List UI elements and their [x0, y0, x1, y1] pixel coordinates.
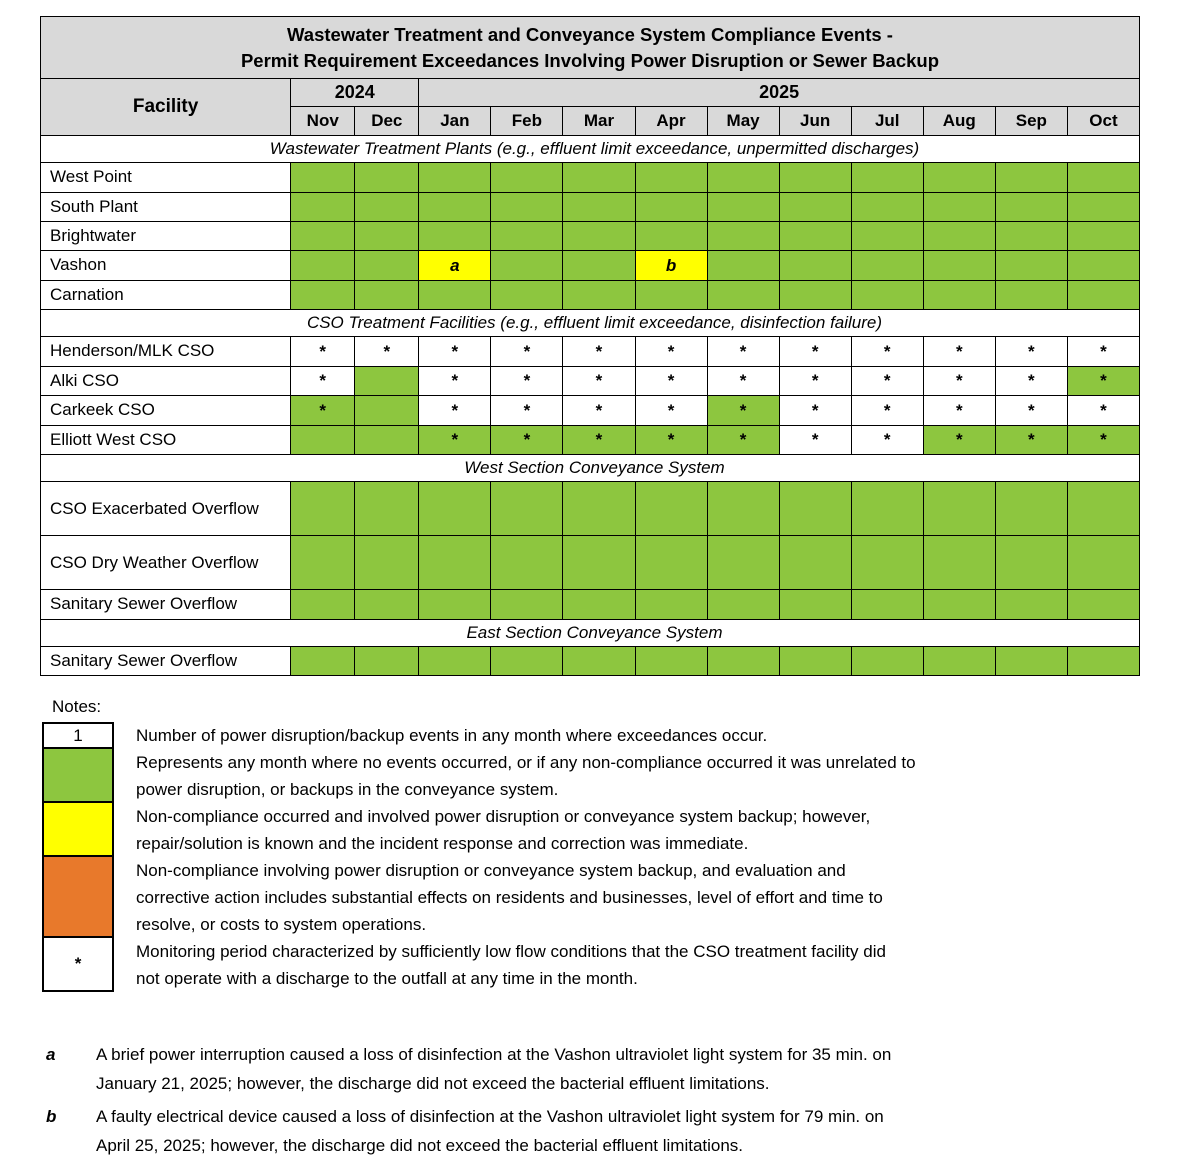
year-header-2024: 2024 [291, 79, 419, 107]
table-row [41, 425, 1140, 454]
month-header-dec: Dec [355, 107, 419, 136]
facility-name: Henderson/MLK CSO [41, 337, 291, 366]
no-discharge-asterisk: * [1028, 341, 1035, 361]
no-discharge-asterisk: * [811, 430, 819, 450]
table-title-line-1: Wastewater Treatment and Conveyance System Compliance Events - [287, 24, 893, 45]
notes-label: Notes: [52, 697, 102, 716]
legend-swatch [42, 722, 114, 749]
footnote-mark: b [46, 1107, 57, 1126]
no-discharge-asterisk: * [1100, 400, 1107, 420]
section-heading-row [41, 310, 1140, 337]
section-heading-row [41, 455, 1140, 482]
table-title [41, 17, 1140, 79]
footnote-text [96, 1102, 884, 1160]
no-discharge-asterisk: * [667, 430, 675, 450]
status-cell [851, 482, 923, 536]
no-discharge-asterisk: * [451, 371, 459, 391]
status-cell [1067, 425, 1139, 454]
status-cell [779, 280, 851, 309]
no-discharge-asterisk: * [595, 400, 603, 420]
status-cell [419, 251, 491, 280]
status-cell [707, 425, 779, 454]
status-cell [707, 646, 779, 675]
status-cell [563, 590, 635, 619]
month-header-feb: Feb [491, 107, 563, 136]
table-row [41, 482, 1140, 536]
legend-description [114, 857, 883, 938]
status-cell [923, 425, 995, 454]
table-row [41, 536, 1140, 590]
footnote-row [46, 1040, 1156, 1098]
status-cell [563, 366, 635, 395]
status-cell [851, 221, 923, 250]
table-title-line-2: Permit Requirement Exceedances Involving Power Disruption or Sewer Backup [240, 49, 940, 71]
section-heading: East Section Conveyance System [41, 619, 1140, 646]
no-discharge-asterisk: * [883, 371, 891, 391]
status-cell [1067, 366, 1139, 395]
status-cell [419, 590, 491, 619]
no-discharge-asterisk: * [523, 400, 531, 420]
status-cell [995, 536, 1067, 590]
status-cell [851, 366, 923, 395]
status-cell [635, 425, 707, 454]
facility-name: Sanitary Sewer Overflow [41, 646, 291, 675]
no-discharge-asterisk: * [667, 341, 675, 361]
footnote-text-line: A brief power interruption caused a loss of disinfection at the Vashon ultraviolet light system for 35 min. on [96, 1045, 892, 1064]
status-cell [779, 251, 851, 280]
status-cell [779, 366, 851, 395]
facility-name: Carnation [41, 280, 291, 309]
status-cell [923, 590, 995, 619]
status-cell [851, 280, 923, 309]
legend-row [42, 803, 1140, 857]
no-discharge-asterisk: * [595, 430, 603, 450]
status-cell [707, 251, 779, 280]
status-cell [291, 366, 355, 395]
status-cell [851, 536, 923, 590]
status-cell [419, 280, 491, 309]
no-discharge-asterisk: * [811, 341, 819, 361]
status-cell [635, 396, 707, 425]
status-cell [995, 425, 1067, 454]
status-cell [291, 425, 355, 454]
table-row [41, 251, 1140, 280]
month-header-jan: Jan [419, 107, 491, 136]
legend-description-line: corrective action includes substantial effects on residents and businesses, level of effort and time to [136, 888, 883, 907]
status-cell [491, 536, 563, 590]
status-cell [995, 396, 1067, 425]
status-cell [491, 192, 563, 221]
status-cell [1067, 337, 1139, 366]
status-cell [1067, 590, 1139, 619]
status-cell [707, 192, 779, 221]
month-header-oct: Oct [1067, 107, 1139, 136]
compliance-events-table [40, 16, 1140, 676]
no-discharge-asterisk: * [451, 400, 459, 420]
status-cell [635, 590, 707, 619]
no-discharge-asterisk: * [811, 400, 819, 420]
section-heading-row [41, 136, 1140, 163]
table-body [41, 136, 1140, 676]
status-cell [635, 482, 707, 536]
legend [42, 722, 1140, 992]
status-cell [291, 536, 355, 590]
footnote-row [46, 1102, 1156, 1160]
facility-name: Alki CSO [41, 366, 291, 395]
status-cell [563, 482, 635, 536]
legend-description [114, 722, 767, 749]
no-discharge-asterisk: * [811, 371, 819, 391]
status-cell [707, 221, 779, 250]
status-cell [1067, 221, 1139, 250]
status-cell [419, 536, 491, 590]
status-cell [923, 251, 995, 280]
status-cell [635, 536, 707, 590]
no-discharge-asterisk: * [955, 400, 963, 420]
facility-name: Brightwater [41, 221, 291, 250]
status-cell [355, 251, 419, 280]
status-cell [491, 482, 563, 536]
status-cell [355, 590, 419, 619]
no-discharge-asterisk: * [1100, 371, 1107, 391]
status-cell [563, 337, 635, 366]
status-cell [1067, 192, 1139, 221]
legend-swatch-text: 1 [73, 725, 83, 745]
status-cell [563, 425, 635, 454]
table-row [41, 590, 1140, 619]
facility-name: CSO Exacerbated Overflow [41, 482, 291, 536]
status-cell [291, 251, 355, 280]
legend-description [114, 938, 886, 992]
status-cell [355, 192, 419, 221]
legend-row [42, 749, 1140, 803]
table-row [41, 192, 1140, 221]
legend-swatch-text: * [74, 954, 82, 973]
no-discharge-asterisk: * [955, 430, 963, 450]
status-cell [355, 536, 419, 590]
no-discharge-asterisk: * [955, 371, 963, 391]
status-cell [419, 163, 491, 192]
status-cell [491, 646, 563, 675]
facility-name: Vashon [41, 251, 291, 280]
status-cell [291, 337, 355, 366]
status-cell [563, 536, 635, 590]
no-discharge-asterisk: * [451, 430, 459, 450]
status-cell [995, 221, 1067, 250]
no-discharge-asterisk: * [1028, 371, 1035, 391]
no-discharge-asterisk: * [1100, 430, 1107, 450]
status-cell [419, 396, 491, 425]
table-row [41, 337, 1140, 366]
facility-name: Carkeek CSO [41, 396, 291, 425]
section-heading: CSO Treatment Facilities (e.g., effluent limit exceedance, disinfection failure) [41, 310, 1140, 337]
status-cell [1067, 482, 1139, 536]
status-cell [995, 366, 1067, 395]
month-header-apr: Apr [635, 107, 707, 136]
status-cell [923, 482, 995, 536]
status-cell [355, 396, 419, 425]
status-cell [635, 366, 707, 395]
table-row [41, 396, 1140, 425]
status-cell [491, 366, 563, 395]
facility-column-header: Facility [41, 79, 291, 136]
legend-swatch [42, 803, 114, 857]
no-discharge-asterisk: * [883, 400, 891, 420]
section-heading: Wastewater Treatment Plants (e.g., effluent limit exceedance, unpermitted discharges) [41, 136, 1140, 163]
legend-description-line: Number of power disruption/backup events in any month where exceedances occur. [136, 726, 768, 745]
status-cell [291, 163, 355, 192]
status-cell [1067, 280, 1139, 309]
status-cell [1067, 396, 1139, 425]
year-header-2025: 2025 [419, 79, 1140, 107]
status-cell [923, 221, 995, 250]
legend-swatch [42, 938, 114, 992]
footnote-text [96, 1040, 891, 1098]
status-cell [707, 366, 779, 395]
status-cell [851, 425, 923, 454]
status-cell [635, 337, 707, 366]
month-header-nov: Nov [291, 107, 355, 136]
status-cell [995, 590, 1067, 619]
month-header-aug: Aug [923, 107, 995, 136]
table-row [41, 366, 1140, 395]
no-discharge-asterisk: * [883, 430, 891, 450]
status-cell [779, 396, 851, 425]
footnote-text-line: January 21, 2025; however, the discharge did not exceed the bacterial effluent limitations. [96, 1074, 770, 1093]
status-cell [779, 163, 851, 192]
status-cell [635, 280, 707, 309]
status-cell [291, 280, 355, 309]
month-header-jul: Jul [851, 107, 923, 136]
status-cell [491, 337, 563, 366]
no-discharge-asterisk: * [667, 400, 675, 420]
status-cell [995, 192, 1067, 221]
status-cell [779, 337, 851, 366]
footnote-mark: a [46, 1045, 56, 1064]
status-cell [707, 590, 779, 619]
footnotes [46, 1040, 1156, 1164]
no-discharge-asterisk: * [523, 430, 531, 450]
status-cell [1067, 163, 1139, 192]
status-cell [635, 163, 707, 192]
table-header [41, 17, 1140, 136]
status-cell [995, 646, 1067, 675]
status-cell [707, 482, 779, 536]
status-cell [707, 396, 779, 425]
legend-row [42, 938, 1140, 992]
status-cell [419, 425, 491, 454]
status-cell [563, 163, 635, 192]
status-cell [779, 482, 851, 536]
footnote-marker: b [665, 255, 677, 275]
status-cell [1067, 536, 1139, 590]
status-cell [419, 646, 491, 675]
status-cell [851, 590, 923, 619]
status-cell [491, 396, 563, 425]
no-discharge-asterisk: * [1100, 341, 1107, 361]
no-discharge-asterisk: * [1028, 430, 1035, 450]
status-cell [563, 192, 635, 221]
status-cell [419, 192, 491, 221]
no-discharge-asterisk: * [955, 341, 963, 361]
status-cell [851, 192, 923, 221]
facility-name: Sanitary Sewer Overflow [41, 590, 291, 619]
status-cell [923, 396, 995, 425]
status-cell [355, 221, 419, 250]
status-cell [923, 192, 995, 221]
legend-description-line: not operate with a discharge to the outfall at any time in the month. [136, 969, 638, 988]
no-discharge-asterisk: * [595, 341, 603, 361]
table-row [41, 163, 1140, 192]
status-cell [635, 192, 707, 221]
legend-description [114, 803, 870, 857]
no-discharge-asterisk: * [739, 341, 747, 361]
table-row [41, 280, 1140, 309]
status-cell [779, 425, 851, 454]
status-cell [563, 396, 635, 425]
status-cell [355, 366, 419, 395]
status-cell [851, 646, 923, 675]
facility-name: Elliott West CSO [41, 425, 291, 454]
status-cell [851, 163, 923, 192]
section-heading-row [41, 619, 1140, 646]
status-cell [707, 337, 779, 366]
table-row [41, 221, 1140, 250]
status-cell [491, 163, 563, 192]
legend-description-line: power disruption, or backups in the conveyance system. [136, 780, 559, 799]
status-cell [1067, 251, 1139, 280]
title-row [41, 17, 1140, 79]
legend-row [42, 722, 1140, 749]
status-cell [635, 251, 707, 280]
no-discharge-asterisk: * [451, 341, 459, 361]
status-cell [355, 425, 419, 454]
status-cell [995, 337, 1067, 366]
status-cell [355, 163, 419, 192]
status-cell [419, 366, 491, 395]
footnote-marker: a [450, 255, 460, 275]
status-cell [923, 536, 995, 590]
status-cell [923, 163, 995, 192]
facility-name: South Plant [41, 192, 291, 221]
status-cell [491, 251, 563, 280]
year-header-row [41, 79, 1140, 107]
status-cell [491, 425, 563, 454]
no-discharge-asterisk: * [383, 341, 391, 361]
status-cell [779, 646, 851, 675]
status-cell [851, 337, 923, 366]
legend-description-line: resolve, or costs to system operations. [136, 915, 427, 934]
status-cell [923, 366, 995, 395]
section-heading: West Section Conveyance System [41, 455, 1140, 482]
legend-description-line: Represents any month where no events occurred, or if any non-compliance occurred it was unrelated to [136, 753, 916, 772]
status-cell [419, 337, 491, 366]
status-cell [923, 337, 995, 366]
facility-name: West Point [41, 163, 291, 192]
status-cell [923, 280, 995, 309]
status-cell [635, 221, 707, 250]
no-discharge-asterisk: * [523, 341, 531, 361]
no-discharge-asterisk: * [523, 371, 531, 391]
status-cell [995, 280, 1067, 309]
no-discharge-asterisk: * [667, 371, 675, 391]
table-row [41, 646, 1140, 675]
status-cell [291, 396, 355, 425]
status-cell [291, 590, 355, 619]
no-discharge-asterisk: * [319, 341, 327, 361]
status-cell [291, 646, 355, 675]
no-discharge-asterisk: * [319, 400, 327, 420]
month-header-mar: Mar [563, 107, 635, 136]
status-cell [635, 646, 707, 675]
status-cell [419, 482, 491, 536]
status-cell [355, 646, 419, 675]
status-cell [563, 646, 635, 675]
legend-swatch [42, 749, 114, 803]
legend-description-line: Monitoring period characterized by sufficiently low flow conditions that the CSO treatment facility did [136, 942, 886, 961]
legend-description-line: Non-compliance involving power disruption or conveyance system backup, and evaluation and [136, 861, 846, 880]
status-cell [491, 221, 563, 250]
status-cell [995, 163, 1067, 192]
no-discharge-asterisk: * [319, 371, 327, 391]
status-cell [779, 590, 851, 619]
no-discharge-asterisk: * [739, 430, 747, 450]
status-cell [995, 482, 1067, 536]
legend-description-line: repair/solution is known and the incident response and correction was immediate. [136, 834, 749, 853]
status-cell [1067, 646, 1139, 675]
legend-description [114, 749, 916, 803]
status-cell [355, 337, 419, 366]
footnote-text-line: A faulty electrical device caused a loss of disinfection at the Vashon ultraviolet light system for 79 min. on [96, 1107, 884, 1126]
status-cell [779, 221, 851, 250]
no-discharge-asterisk: * [1028, 400, 1035, 420]
status-cell [563, 280, 635, 309]
legend-description-line: Non-compliance occurred and involved power disruption or conveyance system backup; however, [136, 807, 871, 826]
no-discharge-asterisk: * [595, 371, 603, 391]
status-cell [291, 221, 355, 250]
status-cell [419, 221, 491, 250]
status-cell [779, 536, 851, 590]
month-header-jun: Jun [779, 107, 851, 136]
status-cell [779, 192, 851, 221]
legend-swatch [42, 857, 114, 938]
status-cell [291, 482, 355, 536]
status-cell [563, 221, 635, 250]
month-header-sep: Sep [995, 107, 1067, 136]
month-header-may: May [707, 107, 779, 136]
facility-name: CSO Dry Weather Overflow [41, 536, 291, 590]
no-discharge-asterisk: * [883, 341, 891, 361]
no-discharge-asterisk: * [739, 371, 747, 391]
status-cell [707, 163, 779, 192]
status-cell [291, 192, 355, 221]
no-discharge-asterisk: * [739, 400, 747, 420]
footnote-text-line: April 25, 2025; however, the discharge did not exceed the bacterial effluent limitations. [96, 1136, 744, 1155]
status-cell [851, 396, 923, 425]
status-cell [995, 251, 1067, 280]
status-cell [707, 536, 779, 590]
status-cell [851, 251, 923, 280]
status-cell [707, 280, 779, 309]
legend-row [42, 857, 1140, 938]
status-cell [923, 646, 995, 675]
status-cell [563, 251, 635, 280]
status-cell [491, 590, 563, 619]
status-cell [355, 280, 419, 309]
status-cell [355, 482, 419, 536]
status-cell [491, 280, 563, 309]
